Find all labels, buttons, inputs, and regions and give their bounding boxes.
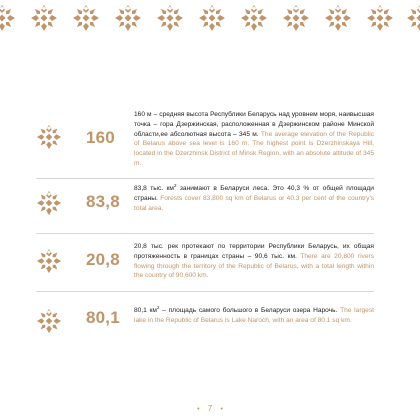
page-number: 7 — [207, 404, 213, 413]
divider — [36, 233, 374, 234]
ornament-band — [0, 4, 420, 36]
belarusian-ornament-star-icon — [36, 308, 62, 334]
belarusian-ornament-star-icon — [36, 248, 62, 274]
fact-number: 83,8 — [86, 192, 120, 211]
belarusian-ornament-star-icon — [36, 124, 62, 150]
fact-text-en: The largest lake in the Republic of Belarus is Lake Naroch, with an area of 80.1 sq km. — [134, 307, 374, 324]
fact-text — [134, 110, 374, 169]
fact-text-en: The average elevation of the Republic of Belarus above sea level is 160 m. The highest point is Dzerzhinskaya Hill, located in the Dzerzhinsk District of Minsk Region, with an absolute altitude of 345 m. — [134, 130, 374, 167]
fact-text — [134, 184, 374, 213]
fact-text-en: There are 20,800 rivers flowing through the territory of the Republic of Belarus, with a total length within the country of 90,600 km. — [134, 252, 374, 280]
ornament-row — [0, 4, 420, 36]
fact-text-ru: 80,1 $км^2$ – площадь самого большого в Беларуси озера Нарочь. — [134, 304, 338, 314]
fact-text-ru: 160 м – средняя высота Республики Беларусь над уровнем моря, наивысшая точка – гора Дзержинская, расположенная в Дзержинском районе Минской области,ее абсолютная высота – 345 м. — [134, 111, 374, 138]
page-footer — [0, 404, 420, 416]
fact-number: 20,8 — [86, 250, 120, 269]
divider — [36, 178, 374, 179]
footer-dot: • — [220, 406, 223, 413]
fact-text-ru: 20,8 тыс. рек протекают по территории Республики Беларусь, их общая протяженность в границах страны – 90,6 тыс. км. — [134, 243, 374, 260]
belarusian-ornament-star-icon — [36, 190, 62, 216]
fact-number: 160 — [86, 128, 115, 147]
fact-text-ru: 83,8 тыс. $км^2$ занимают в Беларуси леса. Это 40,3 % от общей площади страны. — [134, 182, 374, 202]
fact-text — [134, 306, 374, 326]
fact-number: 80,1 — [86, 308, 120, 327]
fact-text-en: Forests cover 83,800 sq km of Belarus or 40.3 per cent of the country's total area. — [134, 194, 374, 212]
divider — [36, 291, 374, 292]
footer-dot: • — [197, 406, 200, 413]
fact-text — [134, 242, 374, 281]
